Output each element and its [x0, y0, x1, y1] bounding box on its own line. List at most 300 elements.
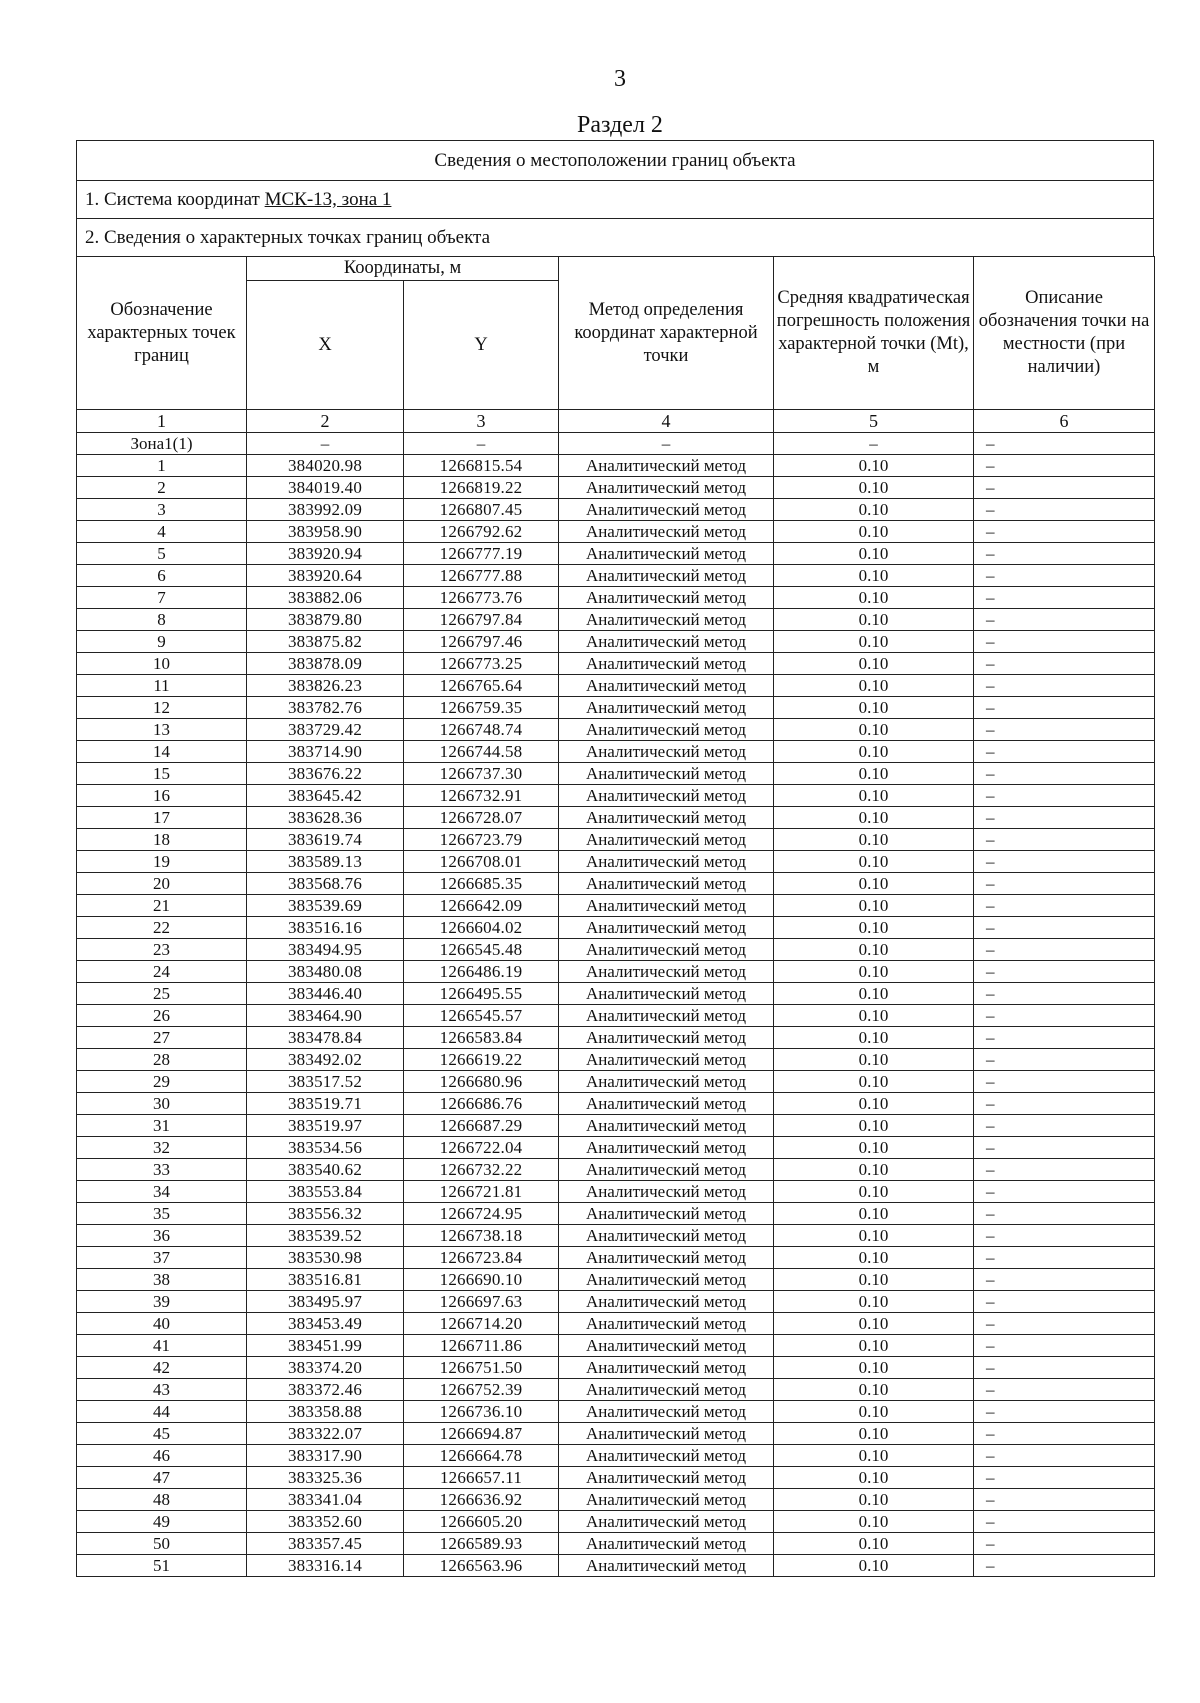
- point-number: 29: [77, 1071, 247, 1093]
- point-method: Аналитический метод: [559, 873, 774, 895]
- point-number: 47: [77, 1467, 247, 1489]
- point-number: 50: [77, 1533, 247, 1555]
- point-y: 1266752.39: [404, 1379, 559, 1401]
- table-row: [77, 829, 1155, 851]
- header-coordinates: Координаты, м: [247, 257, 559, 281]
- point-y: 1266583.84: [404, 1027, 559, 1049]
- point-number: 34: [77, 1181, 247, 1203]
- point-description: –: [974, 499, 1155, 521]
- point-method: Аналитический метод: [559, 1555, 774, 1577]
- table-row: [77, 1005, 1155, 1027]
- point-error: 0.10: [774, 785, 974, 807]
- point-y: 1266545.48: [404, 939, 559, 961]
- point-description: –: [974, 1203, 1155, 1225]
- zone-method: –: [559, 433, 774, 455]
- point-description: –: [974, 851, 1155, 873]
- point-number: 9: [77, 631, 247, 653]
- point-error: 0.10: [774, 1049, 974, 1071]
- point-number: 25: [77, 983, 247, 1005]
- point-description: –: [974, 1071, 1155, 1093]
- point-method: Аналитический метод: [559, 1049, 774, 1071]
- coordinate-system-line: [76, 180, 1154, 218]
- point-description: –: [974, 609, 1155, 631]
- point-description: –: [974, 829, 1155, 851]
- point-y: 1266751.50: [404, 1357, 559, 1379]
- point-y: 1266636.92: [404, 1489, 559, 1511]
- point-description: –: [974, 1511, 1155, 1533]
- point-x: 383519.97: [247, 1115, 404, 1137]
- point-y: 1266687.29: [404, 1115, 559, 1137]
- table-row: [77, 1071, 1155, 1093]
- point-y: 1266680.96: [404, 1071, 559, 1093]
- point-description: –: [974, 741, 1155, 763]
- point-x: 383317.90: [247, 1445, 404, 1467]
- point-y: 1266619.22: [404, 1049, 559, 1071]
- point-method: Аналитический метод: [559, 785, 774, 807]
- point-method: Аналитический метод: [559, 1181, 774, 1203]
- point-x: 383478.84: [247, 1027, 404, 1049]
- point-y: 1266744.58: [404, 741, 559, 763]
- point-description: –: [974, 1137, 1155, 1159]
- point-x: 383451.99: [247, 1335, 404, 1357]
- point-x: 383879.80: [247, 609, 404, 631]
- point-method: Аналитический метод: [559, 1005, 774, 1027]
- point-x: 383517.52: [247, 1071, 404, 1093]
- point-error: 0.10: [774, 1225, 974, 1247]
- point-method: Аналитический метод: [559, 939, 774, 961]
- table-row: [77, 631, 1155, 653]
- point-x: 383453.49: [247, 1313, 404, 1335]
- point-number: 49: [77, 1511, 247, 1533]
- zone-error: –: [774, 433, 974, 455]
- point-x: 383516.81: [247, 1269, 404, 1291]
- point-description: –: [974, 719, 1155, 741]
- table-row: [77, 1225, 1155, 1247]
- point-y: 1266777.88: [404, 565, 559, 587]
- table-row: [77, 939, 1155, 961]
- point-error: 0.10: [774, 829, 974, 851]
- table-row: [77, 1269, 1155, 1291]
- table-row: [77, 1159, 1155, 1181]
- table-row: [77, 719, 1155, 741]
- point-description: –: [974, 785, 1155, 807]
- point-number: 6: [77, 565, 247, 587]
- point-description: –: [974, 697, 1155, 719]
- column-number: 4: [559, 410, 774, 433]
- point-method: Аналитический метод: [559, 1159, 774, 1181]
- point-x: 383534.56: [247, 1137, 404, 1159]
- point-method: Аналитический метод: [559, 1269, 774, 1291]
- point-error: 0.10: [774, 653, 974, 675]
- point-method: Аналитический метод: [559, 697, 774, 719]
- point-number: 37: [77, 1247, 247, 1269]
- column-number: 5: [774, 410, 974, 433]
- point-y: 1266721.81: [404, 1181, 559, 1203]
- point-number: 12: [77, 697, 247, 719]
- point-description: –: [974, 1291, 1155, 1313]
- point-number: 22: [77, 917, 247, 939]
- point-error: 0.10: [774, 1511, 974, 1533]
- point-number: 30: [77, 1093, 247, 1115]
- point-x: 383357.45: [247, 1533, 404, 1555]
- point-description: –: [974, 631, 1155, 653]
- table-row: [77, 653, 1155, 675]
- point-method: Аналитический метод: [559, 1423, 774, 1445]
- point-number: 4: [77, 521, 247, 543]
- table-row: [77, 983, 1155, 1005]
- header-description: Описание обозначения точки на местности (при наличии): [974, 257, 1155, 410]
- table-row: [77, 807, 1155, 829]
- table-row: [77, 1313, 1155, 1335]
- point-error: 0.10: [774, 587, 974, 609]
- table-row: [77, 1203, 1155, 1225]
- point-x: 383958.90: [247, 521, 404, 543]
- point-method: Аналитический метод: [559, 1247, 774, 1269]
- point-method: Аналитический метод: [559, 917, 774, 939]
- point-description: –: [974, 1247, 1155, 1269]
- table-row: [77, 763, 1155, 785]
- point-number: 2: [77, 477, 247, 499]
- point-number: 32: [77, 1137, 247, 1159]
- point-method: Аналитический метод: [559, 587, 774, 609]
- boundary-info-form: [76, 140, 1154, 1577]
- point-method: Аналитический метод: [559, 609, 774, 631]
- point-y: 1266495.55: [404, 983, 559, 1005]
- point-number: 43: [77, 1379, 247, 1401]
- point-method: Аналитический метод: [559, 1291, 774, 1313]
- point-y: 1266711.86: [404, 1335, 559, 1357]
- point-number: 13: [77, 719, 247, 741]
- table-row: [77, 1247, 1155, 1269]
- table-row: [77, 609, 1155, 631]
- point-x: 383341.04: [247, 1489, 404, 1511]
- point-number: 38: [77, 1269, 247, 1291]
- point-y: 1266722.04: [404, 1137, 559, 1159]
- point-method: Аналитический метод: [559, 477, 774, 499]
- point-error: 0.10: [774, 719, 974, 741]
- point-y: 1266748.74: [404, 719, 559, 741]
- point-error: 0.10: [774, 1027, 974, 1049]
- point-y: 1266797.84: [404, 609, 559, 631]
- point-number: 31: [77, 1115, 247, 1137]
- point-number: 7: [77, 587, 247, 609]
- point-x: 384020.98: [247, 455, 404, 477]
- table-row: [77, 697, 1155, 719]
- point-x: 383826.23: [247, 675, 404, 697]
- point-number: 39: [77, 1291, 247, 1313]
- point-number: 15: [77, 763, 247, 785]
- point-error: 0.10: [774, 895, 974, 917]
- point-description: –: [974, 1555, 1155, 1577]
- header-method: Метод определения координат характерной точки: [559, 257, 774, 410]
- column-number: 2: [247, 410, 404, 433]
- point-method: Аналитический метод: [559, 1467, 774, 1489]
- point-description: –: [974, 543, 1155, 565]
- zone-label: Зона1(1): [77, 433, 247, 455]
- point-description: –: [974, 477, 1155, 499]
- point-error: 0.10: [774, 851, 974, 873]
- point-method: Аналитический метод: [559, 631, 774, 653]
- point-number: 17: [77, 807, 247, 829]
- point-description: –: [974, 1269, 1155, 1291]
- coordinate-system-prefix: 1. Система координат: [85, 189, 265, 210]
- table-row: [77, 1357, 1155, 1379]
- table-row: [77, 1181, 1155, 1203]
- point-number: 46: [77, 1445, 247, 1467]
- table-row: [77, 1423, 1155, 1445]
- point-x: 383875.82: [247, 631, 404, 653]
- point-x: 383729.42: [247, 719, 404, 741]
- point-error: 0.10: [774, 1269, 974, 1291]
- point-error: 0.10: [774, 697, 974, 719]
- point-y: 1266723.79: [404, 829, 559, 851]
- point-error: 0.10: [774, 1533, 974, 1555]
- point-error: 0.10: [774, 1093, 974, 1115]
- point-x: 383519.71: [247, 1093, 404, 1115]
- point-description: –: [974, 1027, 1155, 1049]
- point-number: 51: [77, 1555, 247, 1577]
- points-heading: 2. Сведения о характерных точках границ объекта: [76, 218, 1154, 256]
- point-method: Аналитический метод: [559, 1225, 774, 1247]
- point-y: 1266545.57: [404, 1005, 559, 1027]
- point-method: Аналитический метод: [559, 719, 774, 741]
- point-method: Аналитический метод: [559, 1093, 774, 1115]
- point-x: 383539.69: [247, 895, 404, 917]
- point-method: Аналитический метод: [559, 851, 774, 873]
- point-error: 0.10: [774, 917, 974, 939]
- point-y: 1266736.10: [404, 1401, 559, 1423]
- points-table-body: [77, 433, 1155, 1577]
- point-x: 383619.74: [247, 829, 404, 851]
- point-x: 383492.02: [247, 1049, 404, 1071]
- point-description: –: [974, 521, 1155, 543]
- point-x: 383372.46: [247, 1379, 404, 1401]
- point-y: 1266732.22: [404, 1159, 559, 1181]
- table-row: [77, 565, 1155, 587]
- point-method: Аналитический метод: [559, 1445, 774, 1467]
- point-error: 0.10: [774, 1005, 974, 1027]
- point-error: 0.10: [774, 1489, 974, 1511]
- point-x: 383782.76: [247, 697, 404, 719]
- point-y: 1266642.09: [404, 895, 559, 917]
- point-x: 383358.88: [247, 1401, 404, 1423]
- point-y: 1266724.95: [404, 1203, 559, 1225]
- table-row: [77, 1489, 1155, 1511]
- table-row: [77, 521, 1155, 543]
- point-x: 383920.94: [247, 543, 404, 565]
- point-error: 0.10: [774, 1159, 974, 1181]
- column-number: 3: [404, 410, 559, 433]
- point-method: Аналитический метод: [559, 565, 774, 587]
- table-row: [77, 1533, 1155, 1555]
- point-description: –: [974, 1357, 1155, 1379]
- table-row: [77, 1511, 1155, 1533]
- point-x: 383540.62: [247, 1159, 404, 1181]
- table-row: [77, 895, 1155, 917]
- point-x: 383352.60: [247, 1511, 404, 1533]
- point-error: 0.10: [774, 631, 974, 653]
- point-number: 42: [77, 1357, 247, 1379]
- table-row: [77, 1467, 1155, 1489]
- point-y: 1266737.30: [404, 763, 559, 785]
- point-number: 33: [77, 1159, 247, 1181]
- point-x: 383882.06: [247, 587, 404, 609]
- point-x: 383464.90: [247, 1005, 404, 1027]
- column-number: 1: [77, 410, 247, 433]
- point-number: 35: [77, 1203, 247, 1225]
- point-description: –: [974, 653, 1155, 675]
- column-number: 6: [974, 410, 1155, 433]
- point-method: Аналитический метод: [559, 1313, 774, 1335]
- point-x: 383446.40: [247, 983, 404, 1005]
- point-x: 383539.52: [247, 1225, 404, 1247]
- point-x: 383495.97: [247, 1291, 404, 1313]
- point-error: 0.10: [774, 1379, 974, 1401]
- table-row: [77, 1115, 1155, 1137]
- page-number: 3: [614, 66, 626, 92]
- point-description: –: [974, 1445, 1155, 1467]
- point-y: 1266686.76: [404, 1093, 559, 1115]
- point-description: –: [974, 1225, 1155, 1247]
- table-row: [77, 873, 1155, 895]
- coordinate-system-value: МСК-13, зона 1: [264, 189, 392, 210]
- point-y: 1266708.01: [404, 851, 559, 873]
- point-error: 0.10: [774, 763, 974, 785]
- point-y: 1266605.20: [404, 1511, 559, 1533]
- point-description: –: [974, 675, 1155, 697]
- point-description: –: [974, 763, 1155, 785]
- section-title: Раздел 2: [577, 112, 663, 138]
- point-x: 383494.95: [247, 939, 404, 961]
- point-description: –: [974, 807, 1155, 829]
- point-method: Аналитический метод: [559, 983, 774, 1005]
- table-row: [77, 1401, 1155, 1423]
- point-error: 0.10: [774, 961, 974, 983]
- point-x: 383516.16: [247, 917, 404, 939]
- point-error: 0.10: [774, 807, 974, 829]
- table-row: [77, 1445, 1155, 1467]
- table-row: [77, 1335, 1155, 1357]
- point-number: 40: [77, 1313, 247, 1335]
- point-number: 1: [77, 455, 247, 477]
- point-x: 383325.36: [247, 1467, 404, 1489]
- point-method: Аналитический метод: [559, 961, 774, 983]
- table-row: [77, 455, 1155, 477]
- point-number: 21: [77, 895, 247, 917]
- table-row: [77, 1093, 1155, 1115]
- point-x: 383714.90: [247, 741, 404, 763]
- point-y: 1266728.07: [404, 807, 559, 829]
- zone-y: –: [404, 433, 559, 455]
- point-y: 1266792.62: [404, 521, 559, 543]
- table-row: [77, 1049, 1155, 1071]
- zone-description: –: [974, 433, 1155, 455]
- point-y: 1266797.46: [404, 631, 559, 653]
- table-row: [77, 1027, 1155, 1049]
- point-x: 383374.20: [247, 1357, 404, 1379]
- point-y: 1266714.20: [404, 1313, 559, 1335]
- point-method: Аналитический метод: [559, 763, 774, 785]
- point-method: Аналитический метод: [559, 1511, 774, 1533]
- point-description: –: [974, 1181, 1155, 1203]
- point-y: 1266604.02: [404, 917, 559, 939]
- point-error: 0.10: [774, 1247, 974, 1269]
- point-number: 11: [77, 675, 247, 697]
- point-x: 383676.22: [247, 763, 404, 785]
- point-error: 0.10: [774, 1555, 974, 1577]
- header-x: X: [247, 281, 404, 410]
- point-x: 383556.32: [247, 1203, 404, 1225]
- point-y: 1266732.91: [404, 785, 559, 807]
- point-method: Аналитический метод: [559, 1357, 774, 1379]
- zone-x: –: [247, 433, 404, 455]
- point-y: 1266589.93: [404, 1533, 559, 1555]
- point-method: Аналитический метод: [559, 1115, 774, 1137]
- point-method: Аналитический метод: [559, 1137, 774, 1159]
- point-x: 383553.84: [247, 1181, 404, 1203]
- point-x: 383645.42: [247, 785, 404, 807]
- point-method: Аналитический метод: [559, 829, 774, 851]
- table-row: [77, 499, 1155, 521]
- point-method: Аналитический метод: [559, 1071, 774, 1093]
- header-error: [774, 257, 974, 410]
- point-x: 383992.09: [247, 499, 404, 521]
- table-row: [77, 785, 1155, 807]
- point-method: Аналитический метод: [559, 455, 774, 477]
- point-y: 1266815.54: [404, 455, 559, 477]
- point-description: –: [974, 1313, 1155, 1335]
- table-row: [77, 543, 1155, 565]
- point-number: 19: [77, 851, 247, 873]
- point-y: 1266807.45: [404, 499, 559, 521]
- point-y: 1266664.78: [404, 1445, 559, 1467]
- point-y: 1266773.76: [404, 587, 559, 609]
- point-error: 0.10: [774, 499, 974, 521]
- point-number: 48: [77, 1489, 247, 1511]
- points-table: [76, 256, 1155, 1577]
- table-row: [77, 1291, 1155, 1313]
- point-description: –: [974, 1401, 1155, 1423]
- table-row: [77, 1555, 1155, 1577]
- point-number: 14: [77, 741, 247, 763]
- point-y: 1266777.19: [404, 543, 559, 565]
- header-y: Y: [404, 281, 559, 410]
- point-y: 1266657.11: [404, 1467, 559, 1489]
- table-row: [77, 477, 1155, 499]
- header-designation: Обозначение характерных точек границ: [77, 257, 247, 410]
- point-y: 1266819.22: [404, 477, 559, 499]
- table-title: Сведения о местоположении границ объекта: [76, 140, 1154, 180]
- point-description: –: [974, 961, 1155, 983]
- point-number: 18: [77, 829, 247, 851]
- point-description: –: [974, 587, 1155, 609]
- point-method: Аналитический метод: [559, 741, 774, 763]
- point-y: 1266486.19: [404, 961, 559, 983]
- header-error-text: Средняя квадратическая погрешность положения характерной точки (Mt), м: [776, 288, 971, 377]
- table-row: [77, 917, 1155, 939]
- point-x: 383480.08: [247, 961, 404, 983]
- point-error: 0.10: [774, 939, 974, 961]
- point-y: 1266738.18: [404, 1225, 559, 1247]
- point-method: Аналитический метод: [559, 1379, 774, 1401]
- table-row: [77, 961, 1155, 983]
- column-number-row: [77, 410, 1155, 433]
- point-error: 0.10: [774, 455, 974, 477]
- point-method: Аналитический метод: [559, 499, 774, 521]
- point-method: Аналитический метод: [559, 543, 774, 565]
- point-x: 383322.07: [247, 1423, 404, 1445]
- point-method: Аналитический метод: [559, 1401, 774, 1423]
